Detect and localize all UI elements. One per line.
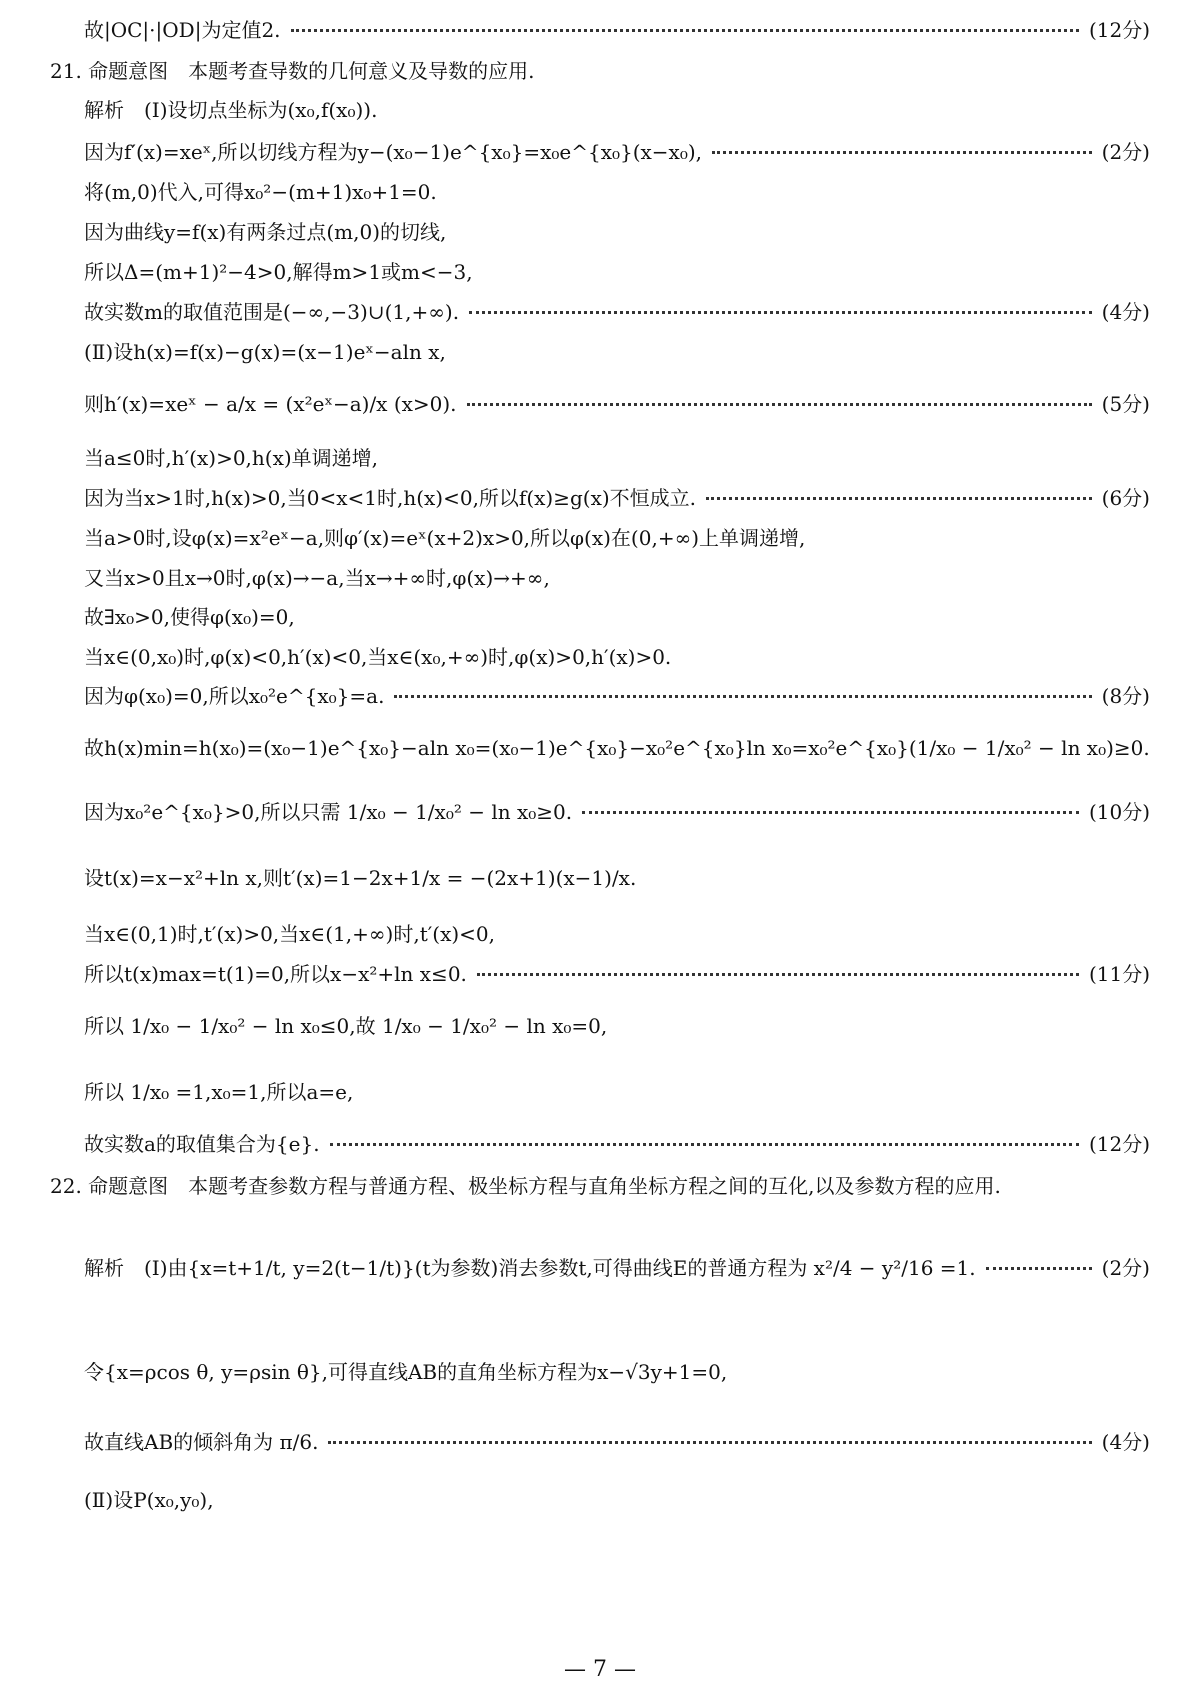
q21-equality: 所以 1/x₀ − 1/x₀² − ln x₀≤0,故 1/x₀ − 1/x₀² − ln x₀=0,	[84, 1014, 608, 1038]
q21-case-a-nonpositive: 当a≤0时,h′(x)>0,h(x)单调递增,	[84, 446, 379, 470]
q22-inclination: 故直线AB的倾斜角为 π/6. (4分)	[84, 1430, 1150, 1454]
score-label: (8分)	[1101, 684, 1150, 708]
score-label: (11分)	[1088, 962, 1150, 986]
score-label: (5分)	[1101, 392, 1150, 416]
q22-part2: (Ⅱ)设P(x₀,y₀),	[84, 1488, 214, 1512]
q21-h-min: 故h(x)min=h(x₀)=(x₀−1)e^{x₀}−aln x₀=(x₀−1)e^{x₀}−x₀²e^{x₀}ln x₀=x₀²e^{x₀}(1/x₀ − 1/x₀² − ln x₀)≥0.	[84, 736, 1150, 760]
line-conclusion-oc-od: 故|OC|·|OD|为定值2. (12分)	[84, 18, 1150, 42]
q22-curve-equation: 解析 (Ⅰ)由{x=t+1/t, y=2(t−1/t)}(t为参数)消去参数t,可得曲线E的普通方程为 x²/4 − y²/16 =1. (2分)	[84, 1256, 1150, 1280]
q21-h-derivative: 则h′(x)=xeˣ − a/x = (x²eˣ−a)/x (x>0). (5分)	[84, 392, 1150, 416]
score-label: (4分)	[1101, 300, 1150, 324]
score-label: (2分)	[1101, 140, 1150, 164]
q21-phi-zero: 因为φ(x₀)=0,所以x₀²e^{x₀}=a. (8分)	[84, 684, 1150, 708]
q21-solution-part1: 解析 (Ⅰ)设切点坐标为(x₀,f(x₀)).	[84, 98, 378, 122]
q21-range-m: 故实数m的取值范围是(−∞,−3)∪(1,+∞). (4分)	[84, 300, 1150, 324]
q21-not-always-hold: 因为当x>1时,h(x)>0,当0<x<1时,h(x)<0,所以f(x)≥g(x)不恒成立. (6分)	[84, 486, 1150, 510]
score-label: (6分)	[1101, 486, 1150, 510]
q21-sign-analysis: 当x∈(0,x₀)时,φ(x)<0,h′(x)<0,当x∈(x₀,+∞)时,φ(x)>0,h′(x)>0.	[84, 645, 672, 669]
q21-intent: 21. 命题意图 本题考查导数的几何意义及导数的应用.	[50, 59, 535, 83]
page-number: — 7 —	[564, 1657, 636, 1682]
q21-part2-define-h: (Ⅱ)设h(x)=f(x)−g(x)=(x−1)eˣ−aln x,	[84, 340, 446, 364]
q21-solve-x0: 所以 1/x₀ =1,x₀=1,所以a=e,	[84, 1080, 354, 1104]
q21-tangent-equation: 因为f′(x)=xeˣ,所以切线方程为y−(x₀−1)e^{x₀}=x₀e^{x₀}(x−x₀), (2分)	[84, 140, 1150, 164]
score-label: (10分)	[1088, 800, 1150, 824]
q21-define-t: 设t(x)=x−x²+ln x,则t′(x)=1−2x+1/x = −(2x+1)(x−1)/x.	[84, 866, 637, 890]
score-label: (12分)	[1088, 1132, 1150, 1156]
q21-substitute: 将(m,0)代入,可得x₀²−(m+1)x₀+1=0.	[84, 180, 437, 204]
q21-limits: 又当x>0且x→0时,φ(x)→−a,当x→+∞时,φ(x)→+∞,	[84, 566, 550, 590]
q21-discriminant: 所以Δ=(m+1)²−4>0,解得m>1或m<−3,	[84, 260, 473, 284]
q21-t-monotonic: 当x∈(0,1)时,t′(x)>0,当x∈(1,+∞)时,t′(x)<0,	[84, 922, 496, 946]
q21-two-tangents: 因为曲线y=f(x)有两条过点(m,0)的切线,	[84, 220, 447, 244]
q21-answer-set: 故实数a的取值集合为{e}. (12分)	[84, 1132, 1150, 1156]
q21-case-a-positive: 当a>0时,设φ(x)=x²eˣ−a,则φ′(x)=eˣ(x+2)x>0,所以φ(x)在(0,+∞)上单调递增,	[84, 526, 806, 550]
q21-t-max: 所以t(x)max=t(1)=0,所以x−x²+ln x≤0. (11分)	[84, 962, 1150, 986]
q21-exists-x0: 故∃x₀>0,使得φ(x₀)=0,	[84, 605, 295, 629]
q22-intent: 22. 命题意图 本题考查参数方程与普通方程、极坐标方程与直角坐标方程之间的互化,以及参数方程的应用.	[50, 1174, 1001, 1198]
score-label: (4分)	[1101, 1430, 1150, 1454]
q22-line-equation: 令{x=ρcos θ, y=ρsin θ},可得直线AB的直角坐标方程为x−√3y+1=0,	[84, 1360, 728, 1384]
score-label: (2分)	[1101, 1256, 1150, 1280]
q21-only-need: 因为x₀²e^{x₀}>0,所以只需 1/x₀ − 1/x₀² − ln x₀≥0. (10分)	[84, 800, 1150, 824]
score-label: (12分)	[1088, 18, 1150, 42]
